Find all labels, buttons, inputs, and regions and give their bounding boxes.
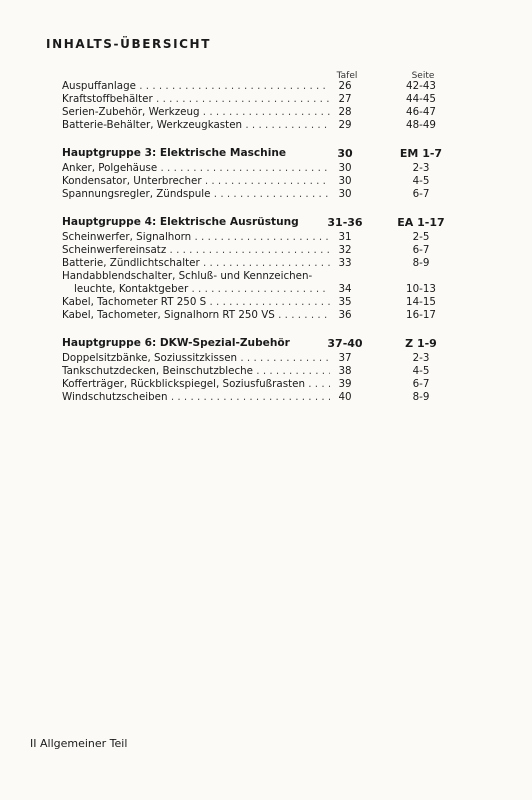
toc-entry: [62, 106, 472, 119]
entry-seite: 2-5: [412, 231, 430, 243]
entry-title: Kraftstoffbehälter . .: [62, 93, 330, 106]
group-tafel: 30: [337, 147, 353, 160]
entry-tafel: 27: [338, 93, 352, 105]
toc-entry: [62, 352, 472, 365]
entry-tafel: 28: [338, 106, 352, 118]
entry-title: Kofferträger, Rückblickspiegel, Soziusfußrasten . .: [62, 378, 330, 391]
entry-seite: 6-7: [412, 378, 430, 390]
entry-tafel: 36: [338, 309, 352, 321]
group-title: Hauptgruppe 4: Elektrische Ausrüstung: [62, 216, 299, 228]
entry-title: Batterie-Behälter, Werkzeugkasten . .: [62, 119, 330, 132]
entry-seite: 8-9: [412, 391, 430, 403]
entry-seite: 44-45: [406, 93, 436, 105]
entry-tafel: 31: [338, 231, 352, 243]
entry-seite: 46-47: [406, 106, 436, 118]
toc-entry: [62, 257, 472, 270]
toc-entry: [62, 175, 472, 188]
entry-seite: 8-9: [412, 257, 430, 269]
group-heading-row: [62, 335, 472, 352]
entry-seite: 4-5: [412, 175, 430, 187]
group-heading-row: [62, 214, 472, 231]
group-tafel: 31-36: [327, 216, 363, 229]
entry-tafel: 30: [338, 162, 352, 174]
entry-title: leuchte, Kontaktgeber . .: [62, 283, 330, 296]
entry-seite: 16-17: [406, 309, 436, 321]
group-seite: EM 1-7: [399, 147, 443, 160]
toc-entry: [62, 80, 472, 93]
group-heading-row: [62, 145, 472, 162]
toc-entry: [62, 162, 472, 175]
entry-seite: 2-3: [412, 162, 430, 174]
toc-entry: [62, 309, 472, 322]
entry-title: Kondensator, Unterbrecher . .: [62, 175, 330, 188]
entry-title: Kabel, Tachometer, Signalhorn RT 250 VS . .: [62, 309, 330, 322]
entry-seite: 42-43: [406, 80, 436, 92]
group-title: Hauptgruppe 3: Elektrische Maschine: [62, 147, 287, 159]
entry-tafel: 38: [338, 365, 352, 377]
page-heading: INHALTS-ÜBERSICHT: [46, 37, 211, 51]
toc-entry: [62, 244, 472, 257]
entry-title: Auspuffanlage . .: [62, 80, 330, 93]
entry-seite: 14-15: [406, 296, 436, 308]
entry-tafel: 30: [338, 188, 352, 200]
entry-seite: 2-3: [412, 352, 430, 364]
entry-tafel: 34: [338, 283, 352, 295]
entry-tafel: 40: [338, 391, 352, 403]
entry-tafel: 26: [338, 80, 352, 92]
entry-title: Tankschutzdecken, Beinschutzbleche . .: [62, 365, 330, 378]
toc-entry: [62, 296, 472, 309]
entry-seite: 6-7: [412, 244, 430, 256]
table-of-contents: [62, 80, 472, 404]
entry-tafel: 33: [338, 257, 352, 269]
toc-entry: [62, 119, 472, 132]
entry-title: Spannungsregler, Zündspule . .: [62, 188, 330, 201]
toc-entry: [62, 270, 472, 283]
column-header-tafel: Tafel: [336, 71, 358, 81]
toc-entry: [62, 391, 472, 404]
entry-seite: 48-49: [406, 119, 436, 131]
entry-seite: 6-7: [412, 188, 430, 200]
entry-title: Anker, Polgehäuse . .: [62, 162, 330, 175]
toc-entry: [62, 188, 472, 201]
entry-seite: 4-5: [412, 365, 430, 377]
entry-title: Handabblendschalter, Schluß- und Kennzeichen-: [62, 270, 313, 282]
entry-tafel: 35: [338, 296, 352, 308]
toc-entry: [62, 378, 472, 391]
group-seite: Z 1-9: [405, 337, 437, 350]
entry-title: Windschutzscheiben . .: [62, 391, 330, 404]
entry-tafel: 30: [338, 175, 352, 187]
column-header-seite: Seite: [411, 71, 435, 81]
toc-entry: [62, 365, 472, 378]
group-tafel: 37-40: [327, 337, 363, 350]
page-footer: II Allgemeiner Teil: [30, 737, 128, 750]
entry-title: Scheinwerfer, Signalhorn . .: [62, 231, 330, 244]
toc-entry: [62, 283, 472, 296]
entry-tafel: 29: [338, 119, 352, 131]
entry-tafel: 37: [338, 352, 352, 364]
entry-title: Doppelsitzbänke, Soziussitzkissen . .: [62, 352, 330, 365]
entry-title: Batterie, Zündlichtschalter . .: [62, 257, 330, 270]
entry-title: Kabel, Tachometer RT 250 S . .: [62, 296, 330, 309]
group-title: Hauptgruppe 6: DKW-Spezial-Zubehör: [62, 337, 290, 349]
entry-title: Serien-Zubehör, Werkzeug . .: [62, 106, 330, 119]
entry-tafel: 32: [338, 244, 352, 256]
toc-entry: [62, 231, 472, 244]
group-seite: EA 1-17: [397, 216, 445, 229]
entry-seite: 10-13: [406, 283, 436, 295]
toc-entry: [62, 93, 472, 106]
entry-title: Scheinwerfereinsatz . .: [62, 244, 330, 257]
entry-tafel: 39: [338, 378, 352, 390]
